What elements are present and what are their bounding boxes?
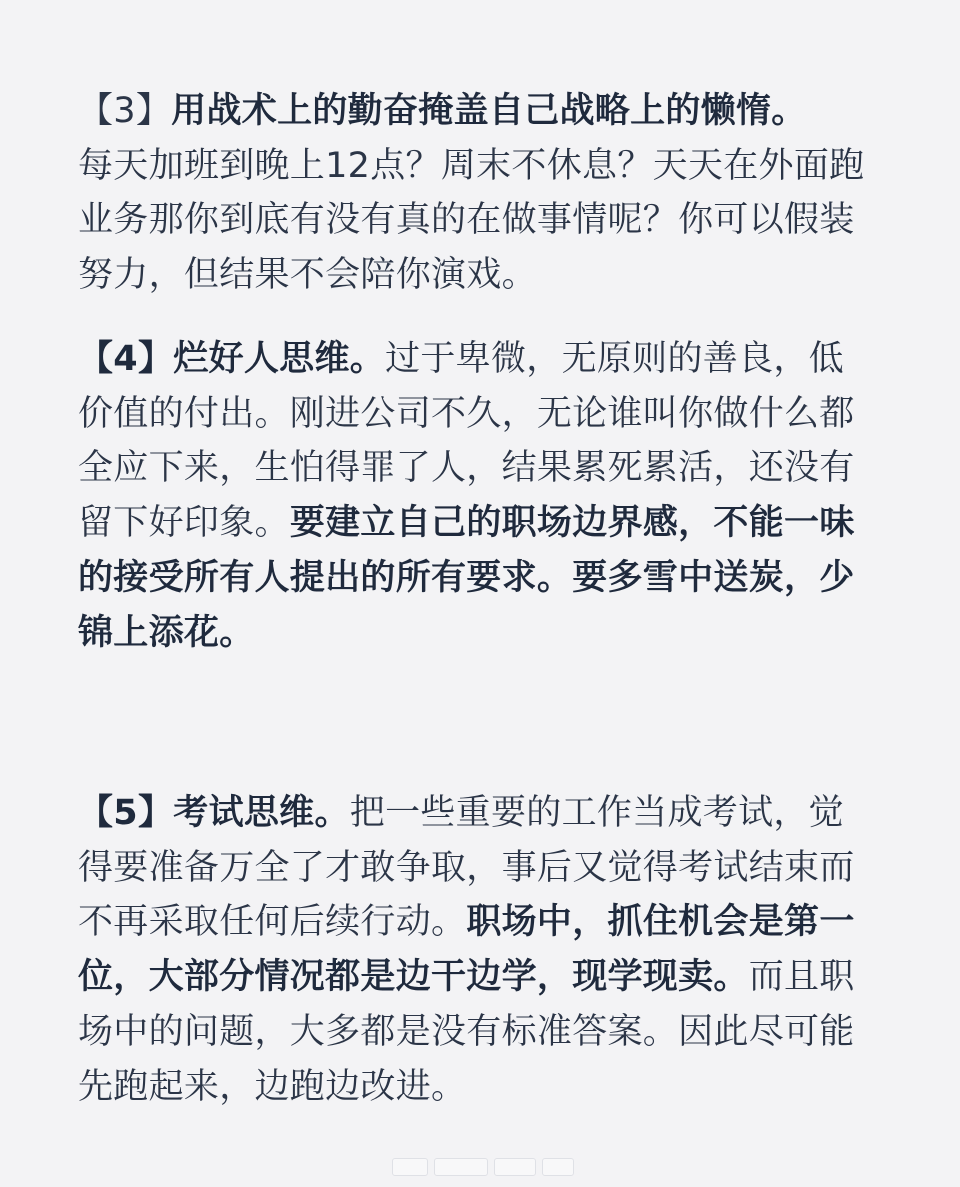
- section-4: [78, 332, 878, 660]
- watermark-graphic: [392, 1155, 574, 1179]
- section-emphasis: 要建立自己的职场边界感，不能一味的接受所有人提出的所有要求。要多雪中送炭，少锦上添花。: [78, 503, 855, 653]
- section-5: [78, 786, 878, 1114]
- watermark-block: [494, 1158, 536, 1176]
- watermark-block: [392, 1158, 428, 1176]
- section-body: 把一些重要的工作当成考试，觉得要准备万全了才敢争取，事后又觉得考试结束而不再采取任何后续行动。: [78, 793, 855, 943]
- section-number: 【3】: [78, 91, 172, 131]
- section-heading: 考试思维。: [173, 793, 350, 833]
- section-3: [78, 84, 878, 303]
- section-heading: 用战术上的勤奋掩盖自己战略上的懒惰。: [171, 91, 807, 131]
- section-body: 过于卑微，无原则的善良，低价值的付出。刚进公司不久，无论谁叫你做什么都全应下来，生怕得罪了人，结果累死累活，还没有留下好印象。: [78, 339, 855, 544]
- section-body: 每天加班到晚上12点？周末不休息？天天在外面跑业务那你到底有没有真的在做事情呢？你可以假装努力，但结果不会陪你演戏。: [78, 145, 865, 296]
- section-emphasis: 职场中，抓住机会是第一位，大部分情况都是边干边学，现学现卖。: [78, 902, 855, 998]
- watermark-block: [434, 1158, 488, 1176]
- section-tail: 而且职场中的问题，大多都是没有标准答案。因此尽可能先跑起来，边跑边改进。: [78, 957, 855, 1107]
- section-heading: 烂好人思维。: [173, 339, 386, 379]
- section-number: 【5】: [78, 793, 174, 833]
- watermark-block: [542, 1158, 574, 1176]
- section-number: 【4】: [78, 339, 174, 379]
